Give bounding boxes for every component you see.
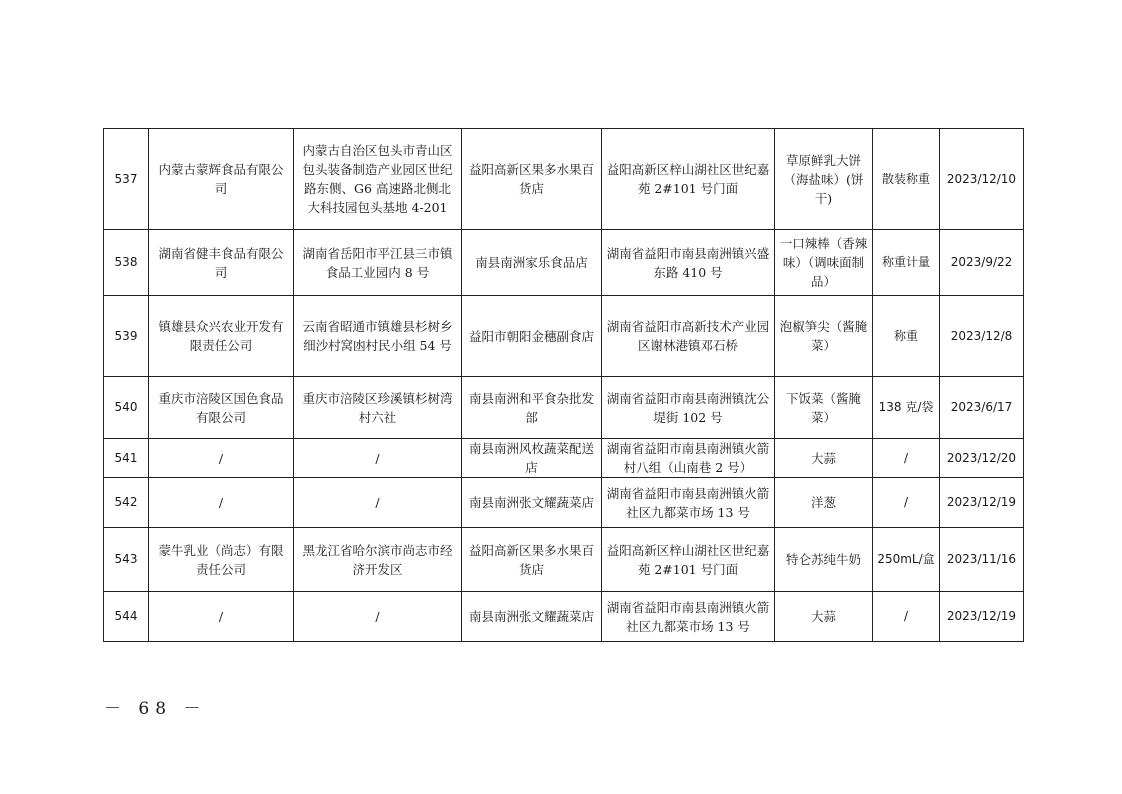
row-number: 539 [104,296,149,377]
producer-name: / [149,478,294,528]
seller-name: 南县南洲风枚蔬菜配送店 [462,439,602,478]
producer-name: 蒙牛乳业（尚志）有限责任公司 [149,528,294,592]
seller-address: 湖南省益阳市南县南洲镇兴盛东路 410 号 [602,230,775,296]
producer-name: / [149,439,294,478]
product-name: 大蒜 [775,592,873,642]
product-spec: / [873,478,940,528]
seller-name: 益阳市朝阳金穗副食店 [462,296,602,377]
product-name: 一口辣棒（香辣味）（调味面制品） [775,230,873,296]
table-row [104,377,1024,439]
product-name: 洋葱 [775,478,873,528]
producer-name: 湖南省健丰食品有限公司 [149,230,294,296]
seller-address: 湖南省益阳市南县南洲镇火箭村八组（山南巷 2 号） [602,439,775,478]
product-spec: 称重 [873,296,940,377]
producer-address: / [294,592,462,642]
product-name: 下饭菜（酱腌菜） [775,377,873,439]
producer-name: 内蒙古蒙辉食品有限公司 [149,129,294,230]
product-name: 大蒜 [775,439,873,478]
row-number: 544 [104,592,149,642]
production-date: 2023/12/10 [940,129,1024,230]
table-row [104,230,1024,296]
seller-name: 益阳高新区果多水果百货店 [462,528,602,592]
seller-address: 湖南省益阳市南县南洲镇火箭社区九都菜市场 13 号 [602,592,775,642]
table-row [104,129,1024,230]
seller-address: 益阳高新区梓山湖社区世纪嘉苑 2#101 号门面 [602,528,775,592]
production-date: 2023/12/19 [940,592,1024,642]
producer-address: / [294,439,462,478]
production-date: 2023/11/16 [940,528,1024,592]
product-spec: 称重计量 [873,230,940,296]
seller-name: 南县南洲和平食杂批发部 [462,377,602,439]
product-spec: 250mL/盒 [873,528,940,592]
table-row [104,478,1024,528]
seller-address: 湖南省益阳市南县南洲镇火箭社区九都菜市场 13 号 [602,478,775,528]
seller-name: 益阳高新区果多水果百货店 [462,129,602,230]
row-number: 538 [104,230,149,296]
table-row [104,528,1024,592]
producer-address: 湖南省岳阳市平江县三市镇食品工业园内 8 号 [294,230,462,296]
product-spec: / [873,592,940,642]
producer-address: 重庆市涪陵区珍溪镇杉树湾村六社 [294,377,462,439]
row-number: 540 [104,377,149,439]
seller-address: 湖南省益阳市南县南洲镇沈公堤街 102 号 [602,377,775,439]
product-spec: / [873,439,940,478]
seller-name: 南县南洲张文耀蔬菜店 [462,478,602,528]
product-name: 泡椒笋尖（酱腌菜） [775,296,873,377]
producer-address: 云南省昭通市镇雄县杉树乡细沙村窝凼村民小组 54 号 [294,296,462,377]
producer-address: 黑龙江省哈尔滨市尚志市经济开发区 [294,528,462,592]
seller-address: 湖南省益阳市高新技术产业园区谢林港镇邓石桥 [602,296,775,377]
table-row [104,439,1024,478]
table-row [104,592,1024,642]
seller-name: 南县南洲张文耀蔬菜店 [462,592,602,642]
row-number: 542 [104,478,149,528]
production-date: 2023/12/20 [940,439,1024,478]
production-date: 2023/6/17 [940,377,1024,439]
product-spec: 138 克/袋 [873,377,940,439]
production-date: 2023/12/8 [940,296,1024,377]
seller-name: 南县南洲家乐食品店 [462,230,602,296]
product-name: 草原鲜乳大饼（海盐味）(饼干) [775,129,873,230]
product-name: 特仑苏纯牛奶 [775,528,873,592]
production-date: 2023/9/22 [940,230,1024,296]
row-number: 541 [104,439,149,478]
table-row [104,296,1024,377]
page-number: － 68 － [104,699,207,719]
producer-address: 内蒙古自治区包头市青山区包头装备制造产业园区世纪路东侧、G6 高速路北侧北大科技园包头基地 4-201 [294,129,462,230]
row-number: 543 [104,528,149,592]
producer-name: 重庆市涪陵区国色食品有限公司 [149,377,294,439]
producer-name: 镇雄县众兴农业开发有限责任公司 [149,296,294,377]
producer-address: / [294,478,462,528]
sample-table [103,128,1024,642]
seller-address: 益阳高新区梓山湖社区世纪嘉苑 2#101 号门面 [602,129,775,230]
product-spec: 散装称重 [873,129,940,230]
production-date: 2023/12/19 [940,478,1024,528]
row-number: 537 [104,129,149,230]
producer-name: / [149,592,294,642]
